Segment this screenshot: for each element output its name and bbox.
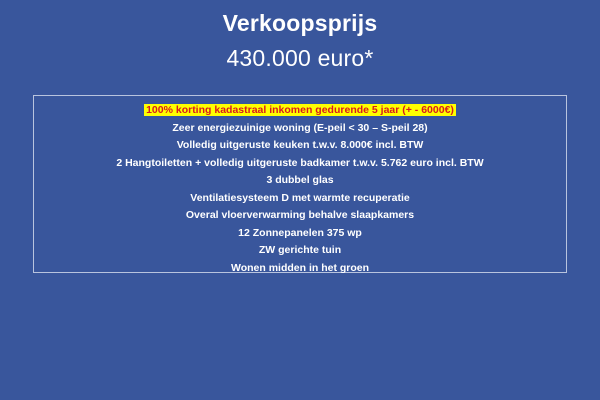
title-block	[0, 8, 600, 74]
feature-item: ZW gerichte tuin	[258, 244, 342, 256]
features-box	[33, 95, 567, 273]
feature-item: Wonen midden in het groen	[230, 261, 370, 274]
feature-item-highlight	[34, 102, 566, 120]
feature-item: Ventilatiesysteem D met warmte recuperatie	[190, 191, 410, 204]
feature-item: Overal vloerverwarming behalve slaapkamers	[185, 209, 415, 221]
page-title: Verkoopsprijs	[222, 10, 378, 36]
price-subtitle: 430.000 euro*	[226, 45, 374, 71]
feature-item: Zeer energiezuinige woning (E-peil < 30 – S-peil 28)	[172, 121, 428, 134]
feature-item: 12 Zonnepanelen 375 wp	[238, 226, 362, 239]
feature-item-label: 100% korting kadastraal inkomen gedurende 5 jaar (+ - 6000€)	[146, 104, 454, 116]
feature-item: 2 Hangtoiletten + volledig uitgeruste badkamer t.w.v. 5.762 euro incl. BTW	[116, 156, 484, 169]
feature-item: 3 dubbel glas	[266, 174, 334, 186]
feature-item: Volledig uitgeruste keuken t.w.v. 8.000€ incl. BTW	[176, 139, 424, 151]
